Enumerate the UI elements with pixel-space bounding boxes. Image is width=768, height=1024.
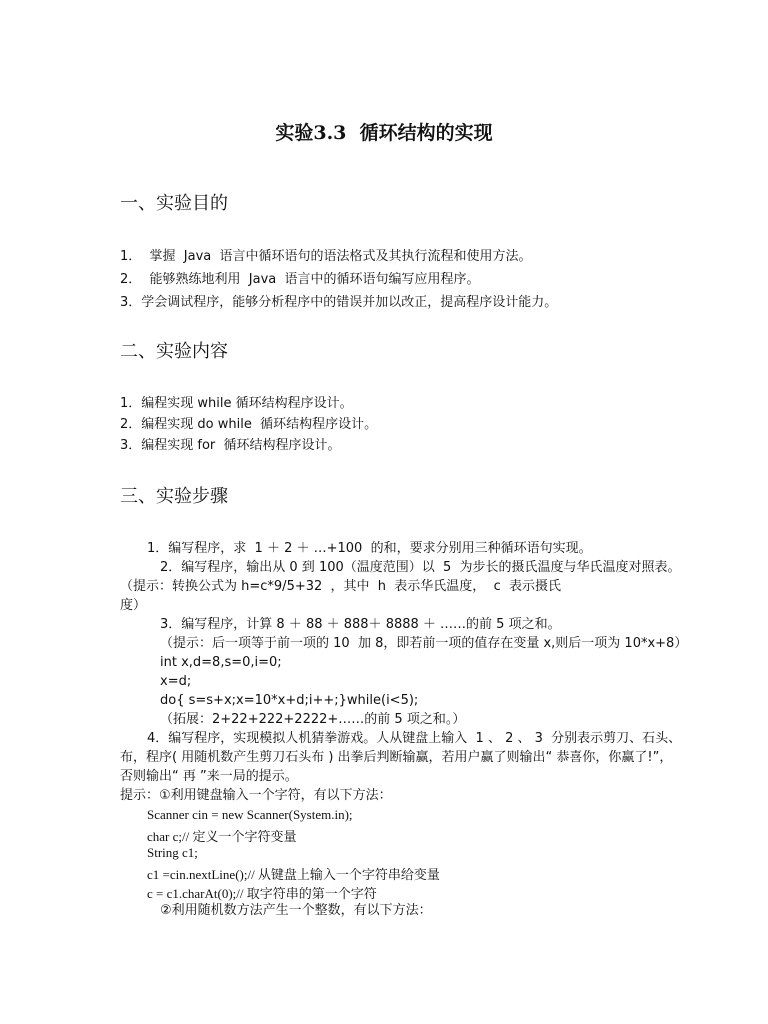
step-3-extension: （拓展：2+22+222+2222+……的前 5 项之和。）: [160, 712, 466, 727]
code-line: int x,d=8,s=0,i=0;: [160, 655, 282, 670]
content-item-3: 3．编程实现 for 循环结构程序设计。: [120, 438, 341, 453]
code-line: x=d;: [160, 674, 192, 689]
objective-item-2: 2． 能够熟练地利用 Java 语言中的循环语句编写应用程序。: [120, 272, 480, 287]
code-line: c1 =cin.nextLine();// 从键盘上输入一个字符串给变量: [147, 867, 440, 882]
step-4-line-2: 布，程序( 用随机数产生剪刀石头布 ) 出拳后判断输赢，若用户赢了则输出“ 恭喜你，你赢了!”，: [120, 750, 673, 765]
step-4-line-3: 否则输出“ 再 ”来一局的提示。: [120, 769, 298, 784]
code-line: do{ s=s+x;x=10*x+d;i++;}while(i<5);: [160, 693, 419, 708]
code-line: String c1;: [147, 845, 198, 860]
content-item-2: 2．编程实现 do while 循环结构程序设计。: [120, 417, 378, 432]
section-heading-steps: 三、实验步骤: [120, 486, 228, 507]
hint-2: ②利用随机数方法产生一个整数，有以下方法：: [160, 903, 432, 918]
step-3-line-2: （提示：后一项等于前一项的 10 加 8，即若前一项的值存在变量 x,则后一项为 10*x+8）: [160, 636, 688, 651]
step-3-line-1: 3．编写程序，计算 8 ＋ 88 ＋ 888＋ 8888 ＋ ……的前 5 项之和。: [160, 617, 561, 632]
objective-item-3: 3．学会调试程序，能够分析程序中的错误并加以改正，提高程序设计能力。: [120, 295, 558, 310]
code-line: c = c1.charAt(0);// 取字符串的第一个字符: [147, 886, 377, 901]
section-heading-content: 二、实验内容: [120, 341, 228, 362]
step-4-line-1: 4．编写程序，实现模拟人机猜拳游戏。人从键盘上输入 1 、 2 、 3 分别表示剪刀、石头、: [147, 731, 682, 746]
code-line: char c;// 定义一个字符变量: [147, 829, 297, 844]
hint-1: 提示：①利用键盘输入一个字符，有以下方法：: [120, 788, 392, 803]
step-1: 1．编写程序，求 1 ＋ 2 ＋ …+100 的和，要求分别用三种循环语句实现。: [147, 541, 592, 556]
step-2-line-1: 2．编写程序，输出从 0 到 100（温度范围）以 5 为步长的摄氏温度与华氏温度对照表。: [160, 560, 681, 575]
step-2-line-3: 度）: [120, 598, 147, 613]
content-item-1: 1．编程实现 while 循环结构程序设计。: [120, 396, 353, 411]
document-title: 实验3.3 循环结构的实现: [275, 122, 493, 144]
objective-item-1: 1． 掌握 Java 语言中循环语句的语法格式及其执行流程和使用方法。: [120, 249, 532, 264]
step-2-line-2: （提示：转换公式为 h=c*9/5+32 ，其中 h 表示华氏温度， c 表示摄氏: [120, 579, 561, 594]
code-line: Scanner cin = new Scanner(System.in);: [147, 807, 353, 822]
section-heading-objectives: 一、实验目的: [120, 193, 228, 214]
